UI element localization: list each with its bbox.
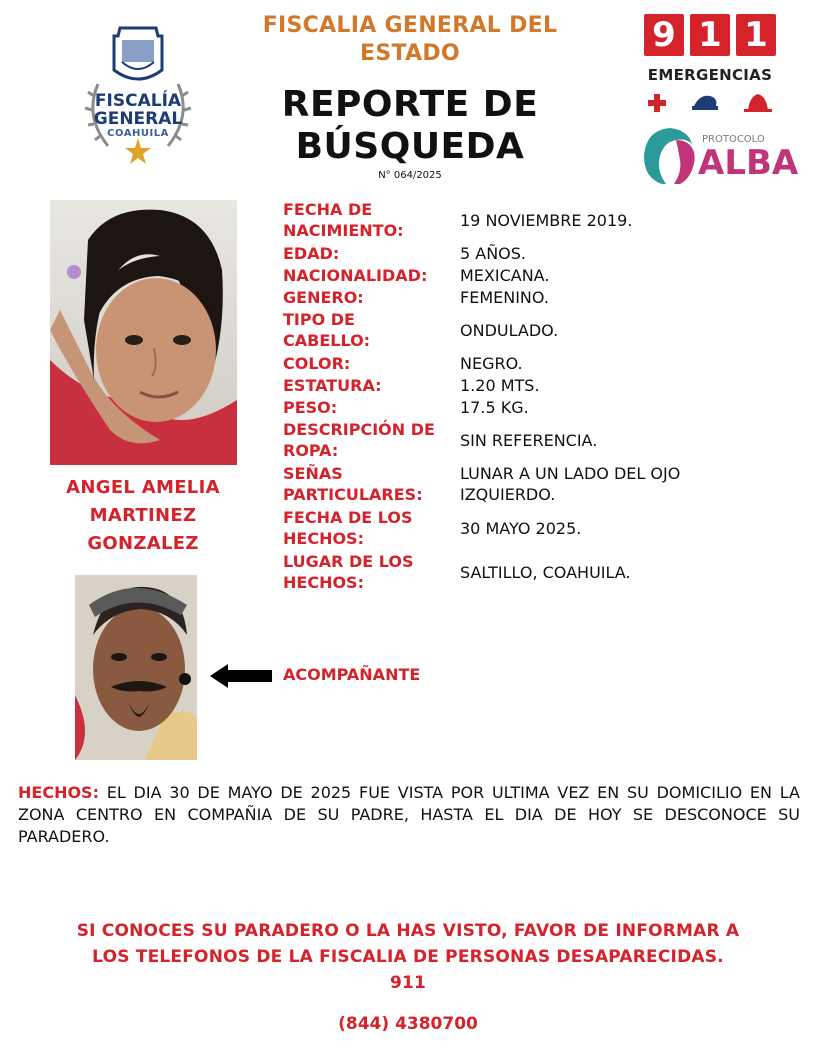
value-hair-type: ONDULADO. (460, 321, 559, 340)
companion-label: ACOMPAÑANTE (283, 665, 421, 684)
label-marks-text: SEÑAS PARTICULARES: (283, 464, 423, 504)
value-height: 1.20 MTS. (460, 376, 540, 395)
alba-text: ALBA (698, 143, 799, 183)
value-color: NEGRO. (460, 354, 523, 373)
label-event-place (283, 551, 414, 593)
fire-helmet-icon (744, 94, 772, 112)
value-age: 5 AÑOS. (460, 244, 527, 263)
organization-title: FISCALIA GENERAL DEL ESTADO (262, 13, 558, 66)
report-title-line1: REPORTE DE (281, 84, 539, 125)
label-event-date (283, 507, 412, 549)
label-clothing-text: DESCRIPCIÓN DE ROPA: (283, 420, 435, 460)
alba-profile-icon (640, 126, 700, 186)
label-weight: PESO: (283, 398, 338, 417)
value-gender: FEMENINO. (460, 288, 549, 307)
value-marks-text: LUNAR A UN LADO DEL OJO IZQUIERDO. (460, 464, 681, 504)
facts-paragraph (18, 782, 800, 848)
emergency-services-icons (640, 90, 780, 114)
value-birth-date: 19 NOVIEMBRE 2019. (460, 211, 633, 230)
facts-text: EL DIA 30 DE MAYO DE 2025 FUE VISTA POR ULTIMA VEZ EN SU DOMICILIO EN LA ZONA CENTRO EN COMPAÑIA DE SU PADRE, HASTA EL DIA DE HOY SE DESCONOCE SU PARADERO. (18, 783, 800, 846)
label-gender: GENERO: (283, 288, 364, 307)
missing-person-name (40, 474, 246, 558)
value-clothing: SIN REFERENCIA. (460, 431, 598, 450)
label-nationality: NACIONALIDAD: (283, 266, 428, 285)
value-event-place: SALTILLO, COAHUILA. (460, 563, 631, 582)
report-title-line2: BÚSQUEDA (295, 126, 525, 167)
label-age: EDAD: (283, 244, 340, 263)
value-weight: 17.5 KG. (460, 398, 529, 417)
value-event-date: 30 MAYO 2025. (460, 519, 582, 538)
logo-text-general: GENERAL (93, 109, 183, 129)
person-name-line2: MARTINEZ (89, 505, 197, 526)
appeal-line1: SI CONOCES SU PARADERO O LA HAS VISTO, FAVOR DE INFORMAR A (76, 921, 740, 941)
appeal-text (20, 918, 796, 996)
label-event-date-text: FECHA DE LOS HECHOS: (283, 508, 413, 548)
digit-9: 9 (644, 14, 684, 56)
label-hair-type-text: TIPO DE CABELLO: (283, 310, 371, 350)
label-height: ESTATURA: (283, 376, 382, 395)
emergency-label: EMERGENCIAS (647, 66, 773, 84)
protocolo-alba-logo (640, 126, 799, 186)
label-hair-type (283, 309, 370, 351)
fiscalia-logo (78, 24, 198, 164)
label-event-place-text: LUGAR DE LOS HECHOS: (283, 552, 414, 592)
value-marks (460, 463, 780, 505)
companion-photo (75, 575, 197, 760)
label-color: COLOR: (283, 354, 351, 373)
digit-1: 1 (690, 14, 730, 56)
appeal-line3: 911 (389, 973, 427, 993)
alba-protocolo-text: PROTOCOLO (702, 134, 765, 145)
police-cap-icon (692, 96, 718, 110)
phone-number: (844) 4380700 (338, 1014, 478, 1034)
logo-text-coahuila: COAHUILA (107, 128, 169, 139)
emergency-911-logo (640, 14, 780, 114)
label-birth-date-l1: FECHA DE NACIMIENTO: (283, 200, 404, 240)
appeal-line2: LOS TELEFONOS DE LA FISCALIA DE PERSONAS DESAPARECIDAS. (92, 947, 724, 967)
label-clothing (283, 419, 435, 461)
label-birth-date (283, 199, 404, 241)
value-nationality: MEXICANA. (460, 266, 550, 285)
digit-1-second: 1 (736, 14, 776, 56)
report-number: N° 064/2025 (378, 170, 442, 181)
arrow-left-icon (210, 664, 272, 688)
person-name-line3: GONZALEZ (87, 533, 199, 554)
person-name-line1: ANGEL AMELIA (66, 477, 220, 498)
facts-label: HECHOS: (18, 783, 99, 802)
missing-person-photo (50, 200, 237, 465)
logo-text-fiscalia: FISCALÍA (94, 91, 182, 111)
label-marks (283, 463, 423, 505)
report-title (250, 84, 570, 168)
red-cross-icon (648, 94, 666, 112)
